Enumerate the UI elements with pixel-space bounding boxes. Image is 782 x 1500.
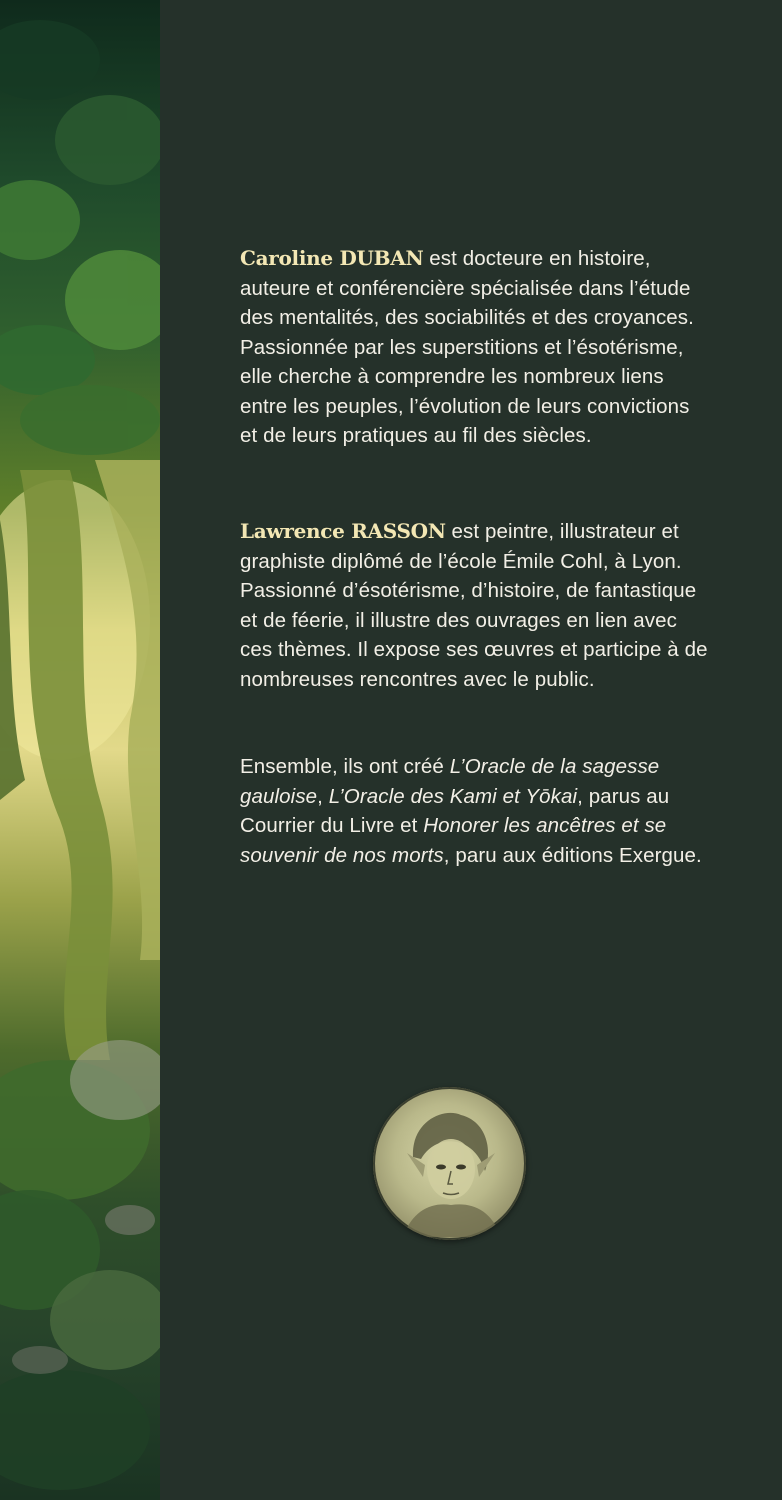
bio-text: est docteure en histoire, auteure et conférencière spécialisée dans l’étude des mentalités, des sociabilités et des croyances. Passionnée par les superstitions et l’ésotérisme, elle cherche à comprendre les nombreux liens entre les peuples, l’évolution de leurs convictions et de leurs pratiques au fil des siècles. (240, 247, 694, 447)
bio-text: est peintre, illustrateur et graphiste diplômé de l’école Émile Cohl, à Lyon. Passionné d’ésotérisme, d’histoire, de fantastique et de féerie, il illustre des ouvrages en lien avec ces thèmes. Il expose ses œuvres et participe à de nombreuses rencontres avec le public. (240, 520, 708, 691)
elf-portrait-illustration (373, 1087, 526, 1240)
forest-painting (0, 0, 160, 1500)
illustrator-name: Lawrence RASSON (240, 519, 446, 543)
bio-caroline-duban (240, 244, 710, 451)
separator-text: , (317, 784, 329, 808)
author-name: Caroline DUBAN (240, 246, 424, 270)
book-title: L’Oracle de la sagesse gauloise (240, 755, 660, 808)
publisher-text: , parus au Courrier du Livre et (240, 784, 670, 837)
book-title: L’Oracle des Kami et Yōkai (328, 784, 578, 808)
bio-lawrence-rasson (240, 517, 710, 694)
joint-works-paragraph (240, 752, 710, 870)
intro-text: Ensemble, ils ont créé (240, 755, 450, 778)
publisher-text: , paru aux éditions Exergue. (443, 843, 702, 867)
book-title: Honorer les ancêtres et se souvenir de nos morts (240, 814, 667, 867)
portrait-medallion (373, 1087, 526, 1240)
forest-painting-strip (0, 0, 160, 1500)
text-panel (160, 0, 782, 1500)
